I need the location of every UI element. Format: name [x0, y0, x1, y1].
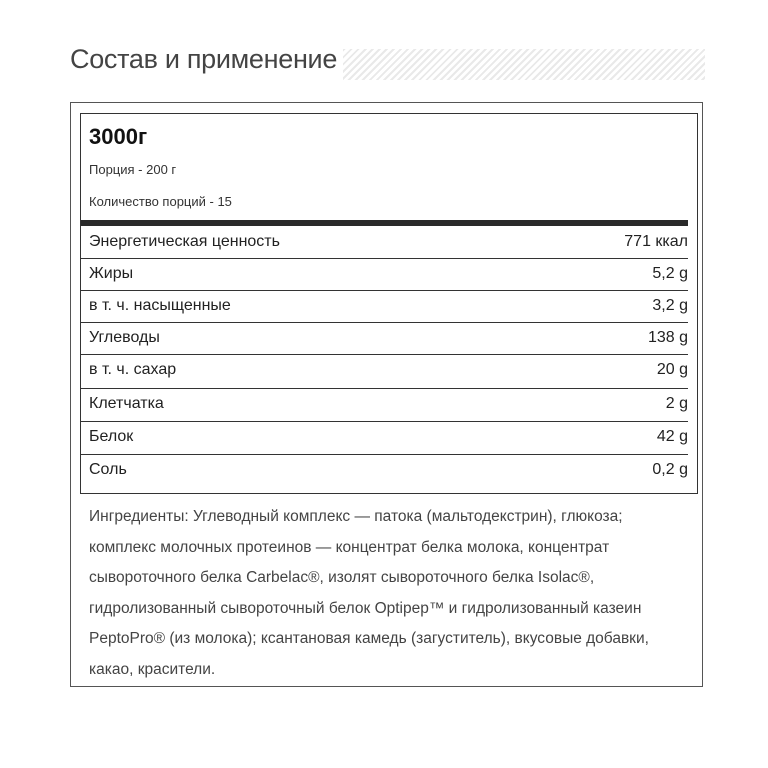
nutrition-row-protein — [81, 422, 688, 454]
ingredients-line: Ингредиенты: Углеводный комплекс — патока (мальтодекстрин), глюкоза; — [89, 508, 623, 525]
nutrient-name: Углеводы — [89, 329, 160, 346]
servings-count: Количество порций - 15 — [89, 194, 232, 209]
nutrition-row-saturated-fat — [81, 291, 688, 323]
section-title: Состав и применение — [70, 44, 338, 74]
nutrient-value: 5,2 g — [652, 265, 688, 282]
nutrient-name: Белок — [89, 428, 134, 445]
nutrient-value: 771 ккал — [624, 233, 688, 250]
nutrient-value: 138 g — [647, 329, 688, 346]
nutrient-value: 3,2 g — [652, 297, 688, 314]
nutrition-header-rule — [81, 220, 688, 226]
nutrient-value: 2 g — [665, 395, 688, 412]
nutrient-name: в т. ч. сахар — [89, 361, 177, 378]
nutrition-row-salt — [81, 455, 688, 487]
ingredients-line: сывороточного белка Carbelac®, изолят сывороточного белка Isolac®, — [89, 569, 595, 586]
nutrition-row-fat — [81, 259, 688, 291]
title-hatch-decoration — [343, 49, 705, 80]
nutrient-value: 0,2 g — [652, 461, 688, 478]
ingredients-text — [89, 502, 689, 685]
ingredients-line: какао, красители. — [89, 660, 216, 678]
nutrition-row-fiber — [81, 389, 688, 421]
nutrient-name: Энергетическая ценность — [89, 233, 280, 250]
nutrient-name: Жиры — [89, 265, 134, 282]
ingredients-line: комплекс молочных протеинов — концентрат белка молока, концентрат — [89, 538, 610, 556]
nutrient-name: Клетчатка — [89, 395, 164, 412]
nutrition-row-sugar — [81, 355, 688, 387]
package-weight: 3000г — [89, 124, 148, 149]
nutrient-name: Соль — [89, 461, 127, 478]
ingredients-line: PeptoPro® (из молока); ксантановая камедь (загуститель), вкусовые добавки, — [89, 630, 649, 647]
nutrient-name: в т. ч. насыщенные — [89, 297, 231, 314]
serving-size: Порция - 200 г — [89, 162, 177, 177]
nutrient-value: 42 g — [656, 428, 688, 445]
nutrition-row-energy — [81, 227, 688, 259]
ingredients-line: гидролизованный сывороточный белок Optipep™ и гидролизованный казеин — [89, 599, 642, 617]
nutrition-row-carbohydrates — [81, 323, 688, 355]
nutrient-value: 20 g — [656, 361, 688, 378]
